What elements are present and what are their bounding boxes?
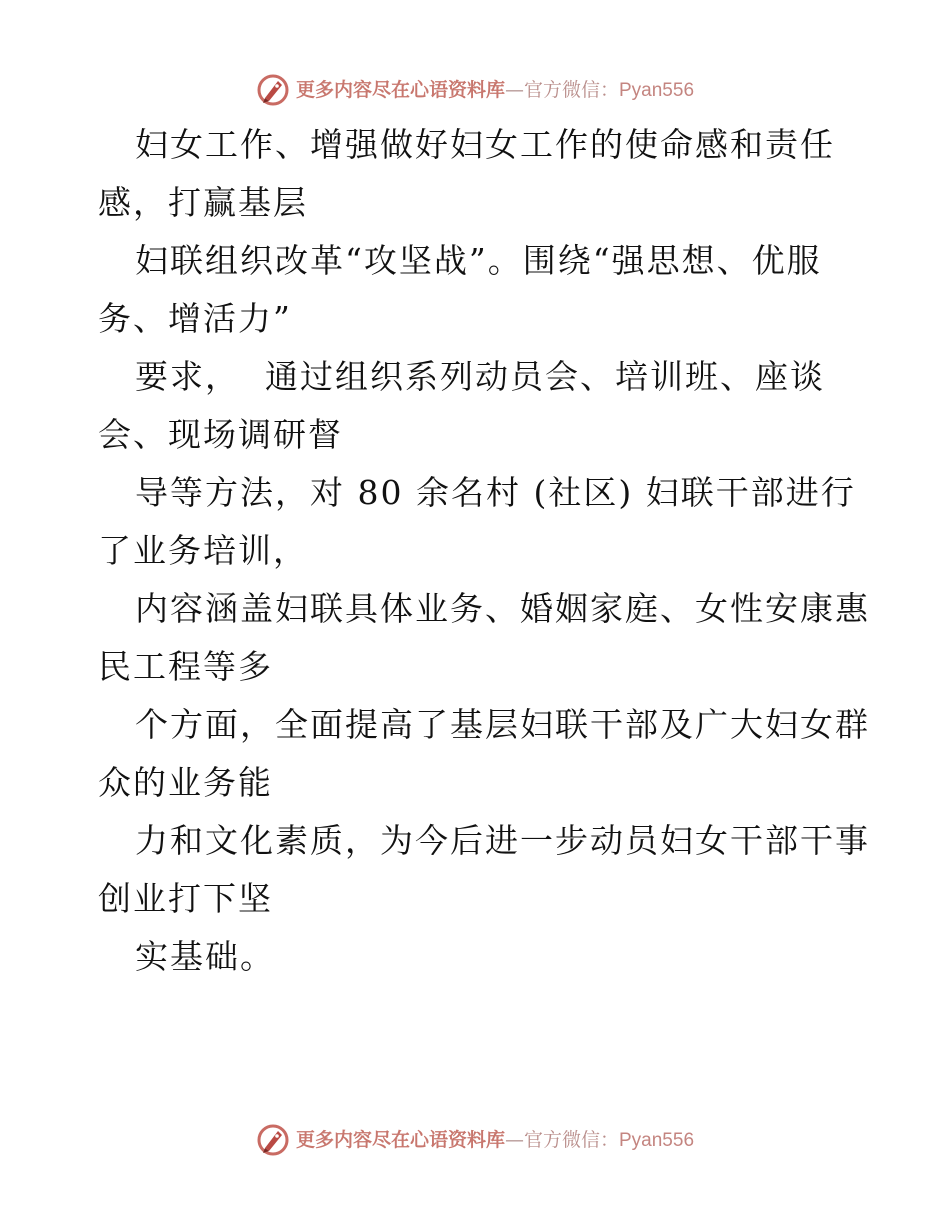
text-line-content: 务、增活力” [98, 299, 292, 338]
footer-banner-wechat-id: Pyan556 [619, 1129, 695, 1151]
text-line-content: 要求， 通过组织系列动员会、培训班、座谈 [135, 357, 825, 396]
header-banner-separator: — [504, 78, 524, 101]
text-line [98, 870, 868, 928]
header-banner-wechat-id: Pyan556 [619, 79, 695, 101]
text-line-content: 感，打赢基层 [98, 183, 308, 222]
text-line [98, 580, 868, 638]
text-line [98, 464, 868, 522]
text-line-content: 导等方法，对 80 余名村 (社区) 妇联干部进行 [135, 473, 856, 512]
text-line-content: 会、现场调研督 [98, 415, 343, 454]
text-line-content: 妇女工作、增强做好妇女工作的使命感和责任 [135, 125, 835, 164]
text-line [98, 174, 868, 232]
footer-banner-separator: — [504, 1128, 524, 1151]
footer-banner-title: 更多内容尽在心语资料库 [295, 1128, 505, 1151]
text-line-content: 妇联组织改革“攻坚战”。围绕“强思想、优服 [135, 241, 822, 280]
text-line [98, 406, 868, 464]
pen-nib-logo-icon [256, 1123, 290, 1157]
header-banner-title: 更多内容尽在心语资料库 [295, 78, 505, 101]
text-line [98, 812, 868, 870]
footer-banner [0, 1120, 950, 1160]
header-banner-text [295, 78, 695, 101]
text-line [98, 116, 868, 174]
text-line-content: 内容涵盖妇联具体业务、婚姻家庭、女性安康惠 [135, 589, 870, 628]
text-line [98, 696, 868, 754]
text-line [98, 290, 868, 348]
text-line [98, 232, 868, 290]
text-line-content: 力和文化素质，为今后进一步动员妇女干部干事 [135, 821, 870, 860]
text-line-content: 众的业务能 [98, 763, 273, 802]
text-line [98, 754, 868, 812]
text-line [98, 638, 868, 696]
text-line-content: 个方面，全面提高了基层妇联干部及广大妇女群 [135, 705, 870, 744]
text-line-content: 创业打下坚 [98, 879, 273, 918]
text-line [98, 928, 868, 986]
footer-banner-wechat-label: 官方微信： [523, 1128, 619, 1151]
text-line [98, 348, 868, 406]
header-banner [0, 70, 950, 110]
text-line-content: 了业务培训， [98, 531, 308, 570]
text-line-content: 民工程等多 [98, 647, 273, 686]
text-line-content: 实基础。 [135, 937, 275, 976]
pen-nib-logo-icon [256, 73, 290, 107]
body-text [98, 116, 868, 986]
footer-banner-text [295, 1128, 695, 1151]
text-line [98, 522, 868, 580]
header-banner-wechat-label: 官方微信： [523, 78, 619, 101]
